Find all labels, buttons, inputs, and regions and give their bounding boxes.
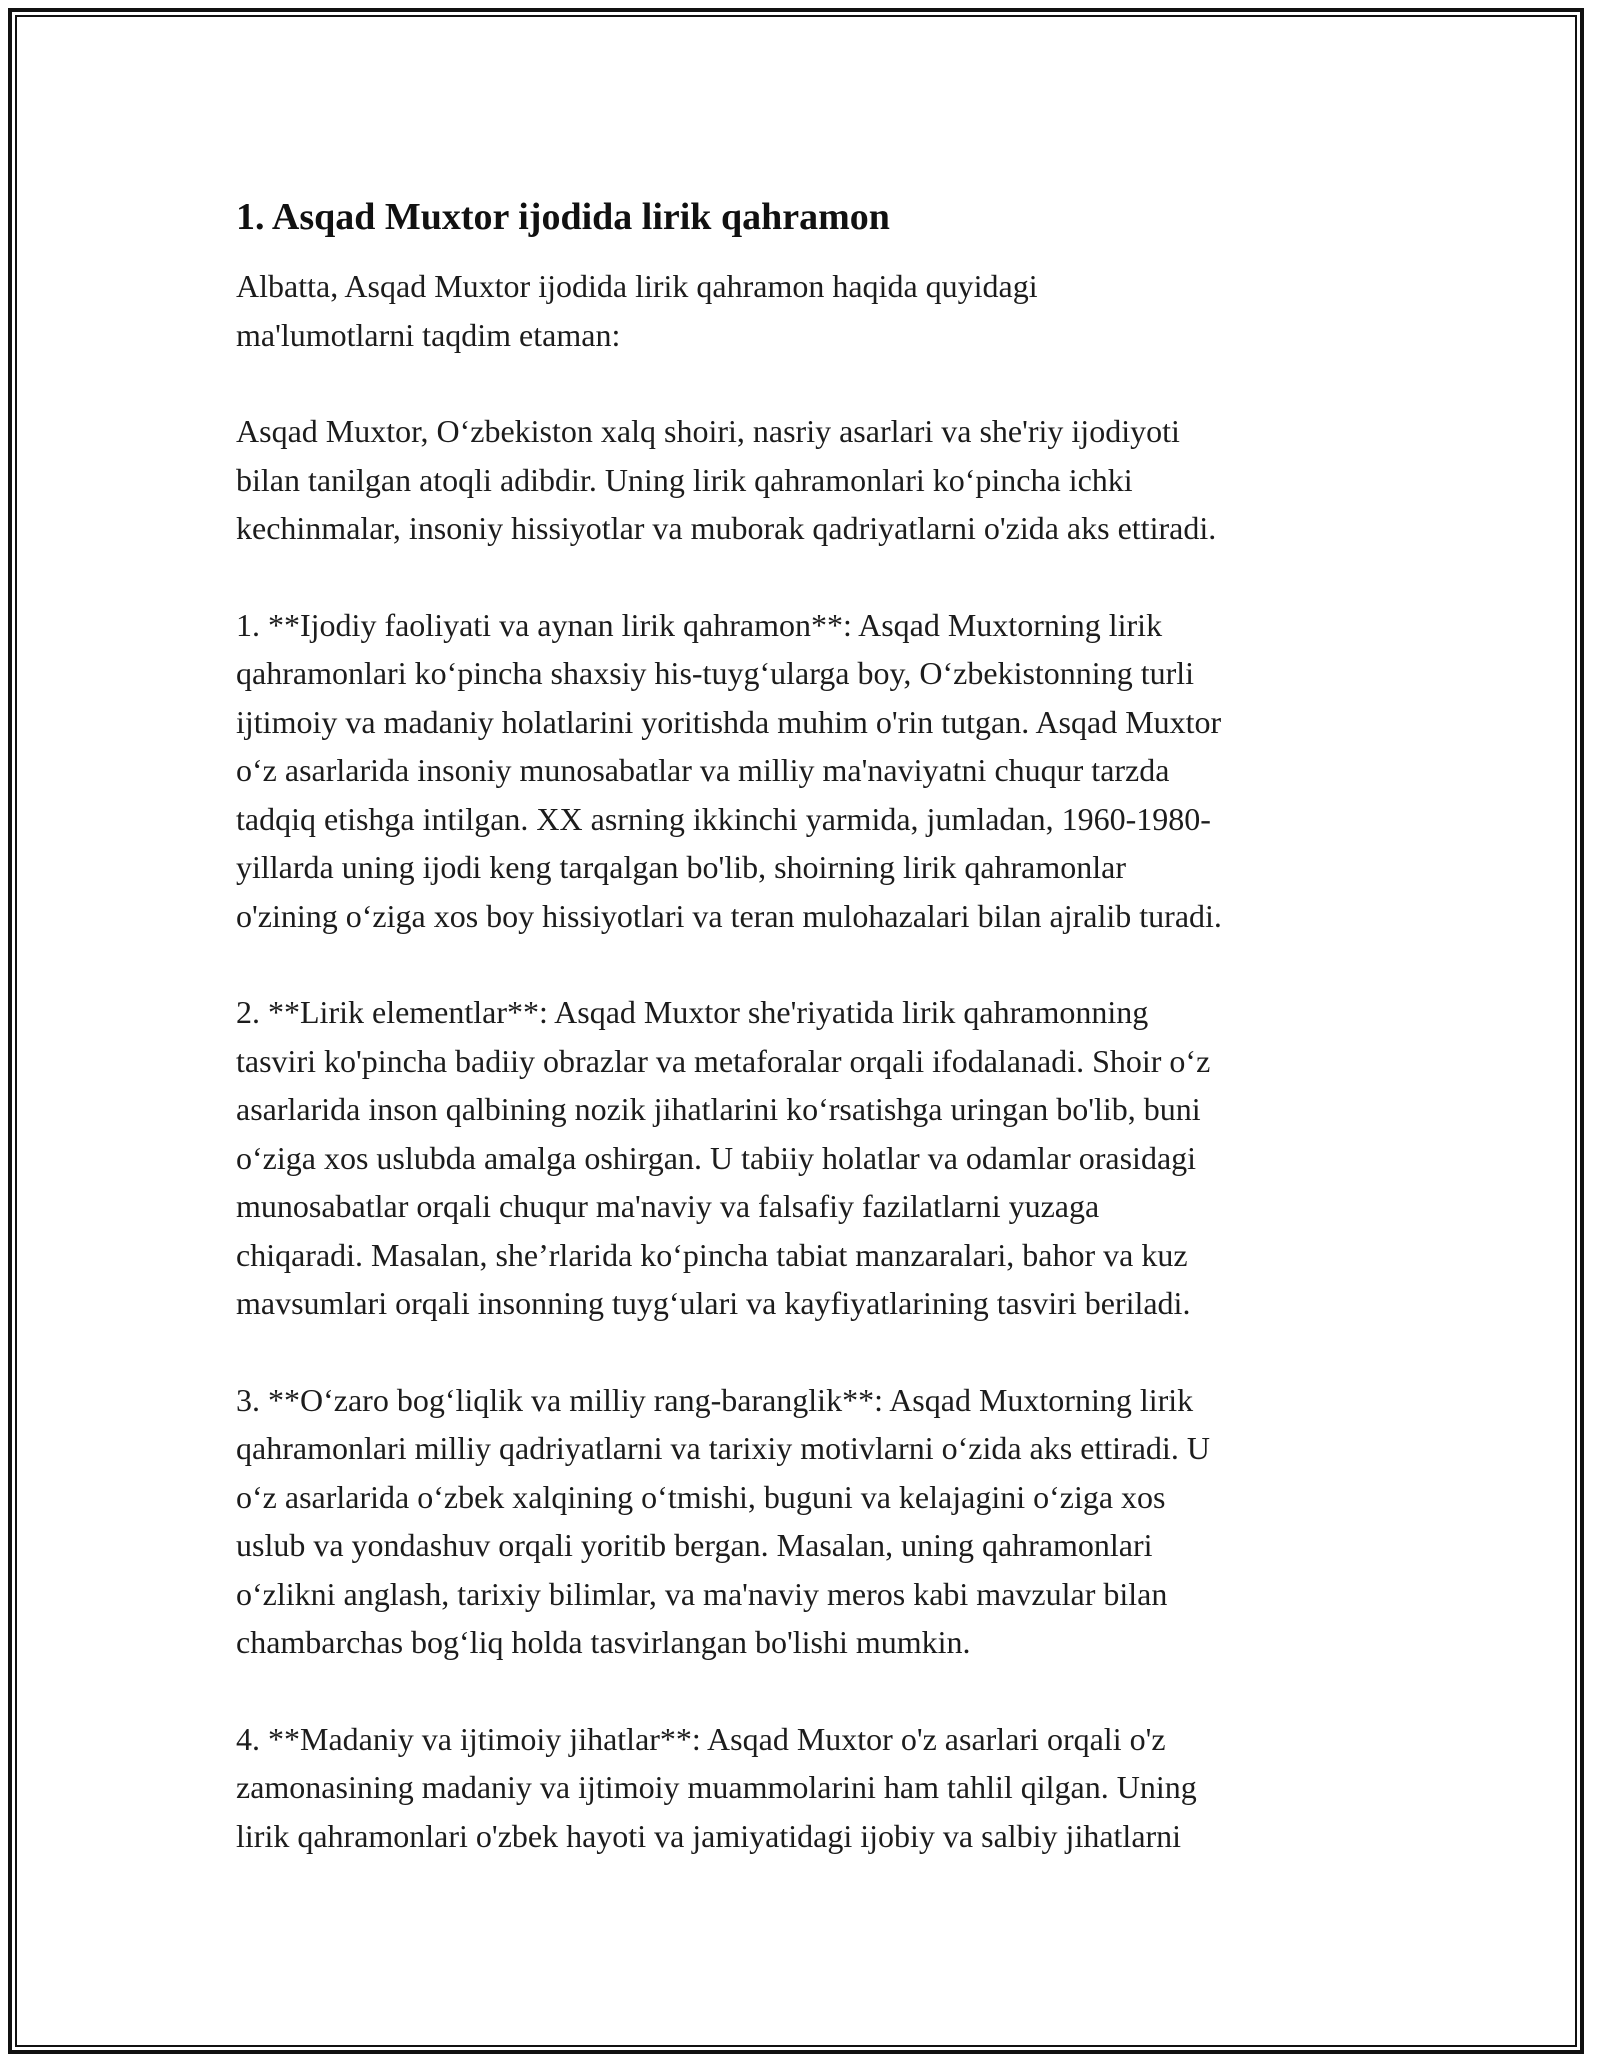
- overview-paragraph: Asqad Muxtor, O‘zbekiston xalq shoiri, nasriy asarlari va she'riy ijodiyoti bilan tanilgan atoqli adibdir. Uning lirik qahramonlari ko‘pincha ichki kechinmalar, insoniy hissiyotlar va muborak qadriyatlarni o'zida aks ettiradi.: [236, 413, 1217, 546]
- document-title: 1. Asqad Muxtor ijodida lirik qahramon: [236, 196, 890, 238]
- document-body: [236, 180, 1386, 1908]
- section-3-paragraph: 3. **O‘zaro bog‘liqlik va milliy rang-baranglik**: Asqad Muxtorning lirik qahramonlari milliy qadriyatlarni va tarixiy motivlarni o‘zida aks ettiradi. U o‘z asarlarida o‘zbek xalqining o‘tmishi, buguni va kelajagini o‘ziga xos uslub va yondashuv orqali yoritib bergan. Masalan, uning qahramonlari o‘zlikni anglash, tarixiy bilimlar, va ma'naviy meros kabi mavzular bilan chambarchas bog‘liq holda tasvirlangan bo'lishi mumkin.: [236, 1381, 1210, 1660]
- section-4-paragraph: 4. **Madaniy va ijtimoiy jihatlar**: Asqad Muxtor o'z asarlari orqali o'z zamonasining madaniy va ijtimoiy muammolarini ham tahlil qilgan. Uning lirik qahramonlari o'zbek hayoti va jamiyatidagi ijobiy va salbiy jihatlarni: [236, 1720, 1197, 1854]
- section-2-paragraph: 2. **Lirik elementlar**: Asqad Muxtor she'riyatida lirik qahramonning tasviri ko'pincha badiiy obrazlar va metaforalar orqali ifodalanadi. Shoir o‘z asarlarida inson qalbining nozik jihatlarini ko‘rsatishga uringan bo'lib, buni o‘ziga xos uslubda amalga oshirgan. U tabiiy holatlar va odamlar orasidagi munosabatlar orqali chuqur ma'naviy va falsafiy fazilatlarni yuzaga chiqaradi. Masalan, she’rlarida ko‘pincha tabiat manzaralari, bahor va kuz mavsumlari orqali insonning tuyg‘ulari va kayfiyatlarining tasviri beriladi.: [236, 994, 1211, 1321]
- section-1-paragraph: 1. **Ijodiy faoliyati va aynan lirik qahramon**: Asqad Muxtorning lirik qahramonlari ko‘pincha shaxsiy his-tuyg‘ularga boy, O‘zbekistonning turli ijtimoiy va madaniy holatlarini yoritishda muhim o'rin tutgan. Asqad Muxtor o‘z asarlarida insoniy munosabatlar va milliy ma'naviyatni chuqur tarzda tadqiq etishga intilgan. XX asrning ikkinchi yarmida, jumladan, 1960-1980- yillarda uning ijodi keng tarqalgan bo'lib, shoirning lirik qahramonlar o'zining o‘ziga xos boy hissiyotlari va teran mulohazalari bilan ajralib turadi.: [236, 606, 1222, 934]
- intro-paragraph: Albatta, Asqad Muxtor ijodida lirik qahramon haqida quyidagi ma'lumotlarni taqdim etaman:: [236, 268, 1038, 353]
